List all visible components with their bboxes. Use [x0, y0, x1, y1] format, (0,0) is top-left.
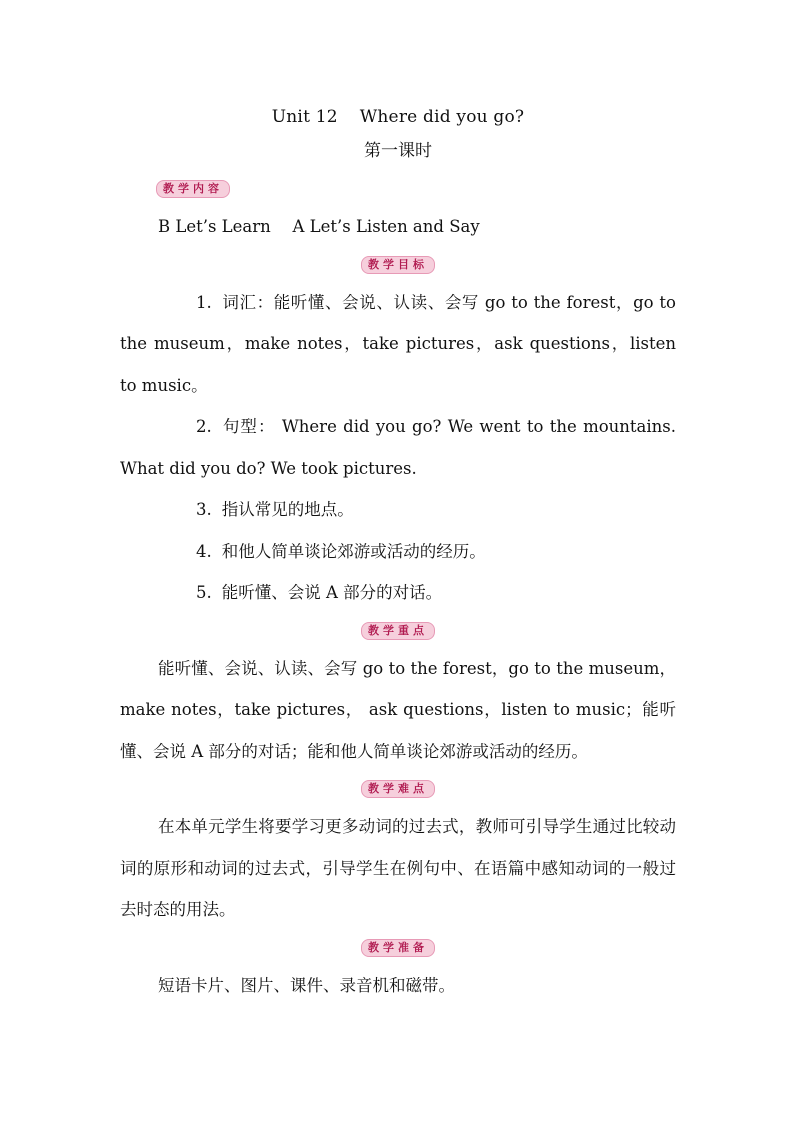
- content-badge-row: [120, 172, 676, 206]
- difficulty-badge-row: [120, 772, 676, 806]
- goal-item: 4. 和他人简单谈论郊游或活动的经历。: [196, 541, 486, 561]
- teaching-goals-badge: 教学目标: [361, 256, 435, 274]
- goal-item: 2. 句型： Where did you go? We went to the mountains. What did you do? We took pictures.: [120, 417, 676, 478]
- teaching-content-badge: 教学内容: [156, 180, 230, 198]
- preparation-badge: 教学准备: [361, 939, 435, 957]
- prep-badge-row: [120, 931, 676, 965]
- unit-title: [120, 100, 676, 134]
- key-points-text: 能听懂、会说、认读、会写 go to the forest，go to the museum，make notes，take pictures， ask questions，listen to music；能听懂、会说 A 部分的对话；能和他人简单谈论郊游或活动的经历。: [120, 658, 676, 761]
- goal-item: 1. 词汇：能听懂、会说、认读、会写 go to the forest，go to the museum，make notes，take pictures，ask questions，listen to music。: [120, 292, 676, 395]
- unit-number: Unit 12: [271, 107, 338, 127]
- teaching-content-text: B Let’s Learn A Let’s Listen and Say: [158, 217, 480, 236]
- key-points-badge-row: [120, 614, 676, 648]
- key-points-badge: 教学重点: [361, 622, 435, 640]
- unit-name: Where did you go?: [359, 107, 525, 127]
- preparation-text: 短语卡片、图片、课件、录音机和磁带。: [158, 975, 455, 995]
- goal-item: 5. 能听懂、会说 A 部分的对话。: [196, 583, 443, 602]
- lesson-subtitle: 第一课时: [364, 141, 432, 161]
- goal-item: 3. 指认常见的地点。: [196, 500, 354, 519]
- goals-badge-row: [120, 248, 676, 282]
- difficulty-text: 在本单元学生将要学习更多动词的过去式，教师可引导学生通过比较动词的原形和动词的过去式，引导学生在例句中、在语篇中感知动词的一般过去时态的用法。: [120, 817, 676, 919]
- lesson-plan: [120, 100, 676, 1006]
- difficulty-badge: 教学难点: [361, 780, 435, 798]
